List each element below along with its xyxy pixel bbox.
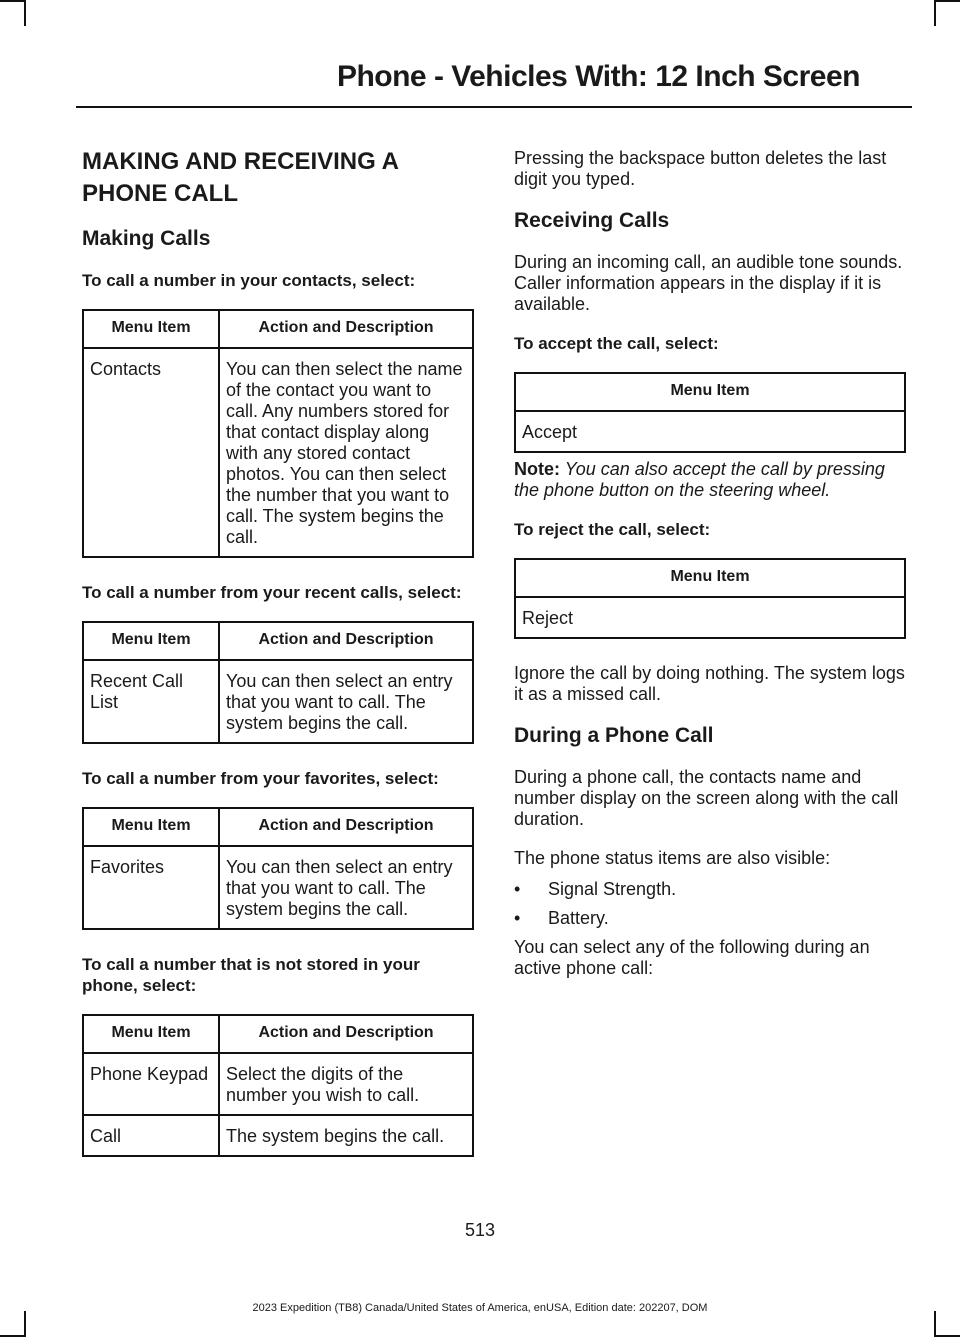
description-cell: The system begins the call.: [219, 1115, 473, 1156]
during-call-heading: During a Phone Call: [514, 724, 714, 747]
section-title: MAKING AND RECEIVING A PHONE CALL: [82, 148, 399, 207]
column-header: Menu Item: [515, 373, 905, 411]
right-column: [514, 148, 906, 997]
page-number: 513: [464, 1220, 496, 1240]
crop-mark: [934, 0, 960, 2]
menu-item-cell: Recent Call List: [83, 660, 219, 743]
description-cell: You can then select an entry that you want to call. The system begins the call.: [219, 846, 473, 929]
table-header-row: [515, 559, 905, 597]
table-header-row: [515, 373, 905, 411]
status-items-list: [514, 879, 906, 929]
column-header: Menu Item: [83, 622, 219, 660]
column-header: Menu Item: [83, 310, 219, 348]
status-items-paragraph: The phone status items are also visible:: [514, 848, 831, 868]
receiving-calls-heading: Receiving Calls: [514, 209, 670, 232]
note-text: You can also accept the call by pressing the phone button on the steering wheel.: [514, 459, 885, 500]
table-row: [515, 411, 905, 452]
favorites-table: [82, 807, 474, 930]
description-cell: You can then select the name of the contact you want to call. Any numbers stored for that contact display along with any stored contact photos. You can then select the number that you want to call. The system begins the call.: [219, 348, 473, 557]
reject-lead: To reject the call, select:: [514, 520, 711, 539]
note-paragraph: [514, 459, 906, 501]
table-row: [83, 1053, 473, 1115]
crop-mark: [24, 0, 26, 26]
table-row: [83, 1115, 473, 1156]
crop-mark: [24, 1311, 26, 1337]
contacts-table: [82, 309, 474, 558]
favorites-lead: To call a number from your favorites, select:: [82, 769, 439, 788]
header-divider: [76, 106, 912, 108]
table-row: [83, 348, 473, 557]
note-label: Note:: [514, 459, 560, 479]
column-header: Action and Description: [219, 1015, 473, 1053]
keypad-table: [82, 1014, 474, 1157]
select-options-paragraph: You can select any of the following during an active phone call:: [514, 937, 870, 978]
column-header: Menu Item: [83, 1015, 219, 1053]
recent-calls-table: [82, 621, 474, 744]
table-header-row: [83, 622, 473, 660]
crop-mark: [0, 0, 26, 2]
crop-mark: [934, 1311, 936, 1337]
left-column: [82, 140, 474, 1181]
accept-lead: To accept the call, select:: [514, 334, 719, 353]
menu-item-cell: Accept: [515, 411, 905, 452]
column-header: Menu Item: [83, 808, 219, 846]
keypad-lead: To call a number that is not stored in your phone, select:: [82, 955, 420, 995]
list-item: [514, 879, 906, 900]
table-row: [515, 597, 905, 638]
during-call-paragraph: During a phone call, the contacts name and number display on the screen along with the call duration.: [514, 767, 899, 829]
ignore-paragraph: Ignore the call by doing nothing. The system logs it as a missed call.: [514, 663, 905, 704]
page-header-title: Phone - Vehicles With: 12 Inch Screen: [336, 60, 860, 93]
making-calls-heading: Making Calls: [82, 227, 211, 250]
description-cell: You can then select an entry that you want to call. The system begins the call.: [219, 660, 473, 743]
table-header-row: [83, 1015, 473, 1053]
table-header-row: [83, 808, 473, 846]
table-row: [83, 846, 473, 929]
backspace-paragraph: Pressing the backspace button deletes the last digit you typed.: [514, 148, 887, 189]
menu-item-cell: Reject: [515, 597, 905, 638]
table-row: [83, 660, 473, 743]
menu-item-cell: Call: [83, 1115, 219, 1156]
bullet: •: [514, 879, 521, 899]
list-item-text: Battery.: [548, 908, 609, 928]
accept-table: [514, 372, 906, 453]
column-header: Action and Description: [219, 310, 473, 348]
list-item: [514, 908, 906, 929]
column-header: Action and Description: [219, 622, 473, 660]
menu-item-cell: Favorites: [83, 846, 219, 929]
crop-mark: [934, 0, 936, 26]
bullet: •: [514, 908, 521, 928]
column-header: Action and Description: [219, 808, 473, 846]
recent-lead: To call a number from your recent calls, select:: [82, 583, 462, 602]
contacts-lead: To call a number in your contacts, select:: [82, 271, 416, 290]
incoming-paragraph: During an incoming call, an audible tone sounds. Caller information appears in the display if it is available.: [514, 252, 903, 314]
description-cell: Select the digits of the number you wish to call.: [219, 1053, 473, 1115]
column-header: Menu Item: [515, 559, 905, 597]
table-header-row: [83, 310, 473, 348]
menu-item-cell: Contacts: [83, 348, 219, 557]
list-item-text: Signal Strength.: [548, 879, 677, 899]
reject-table: [514, 558, 906, 639]
edition-footer: 2023 Expedition (TB8) Canada/United States of America, enUSA, Edition date: 202207, DOM: [252, 1302, 708, 1314]
menu-item-cell: Phone Keypad: [83, 1053, 219, 1115]
